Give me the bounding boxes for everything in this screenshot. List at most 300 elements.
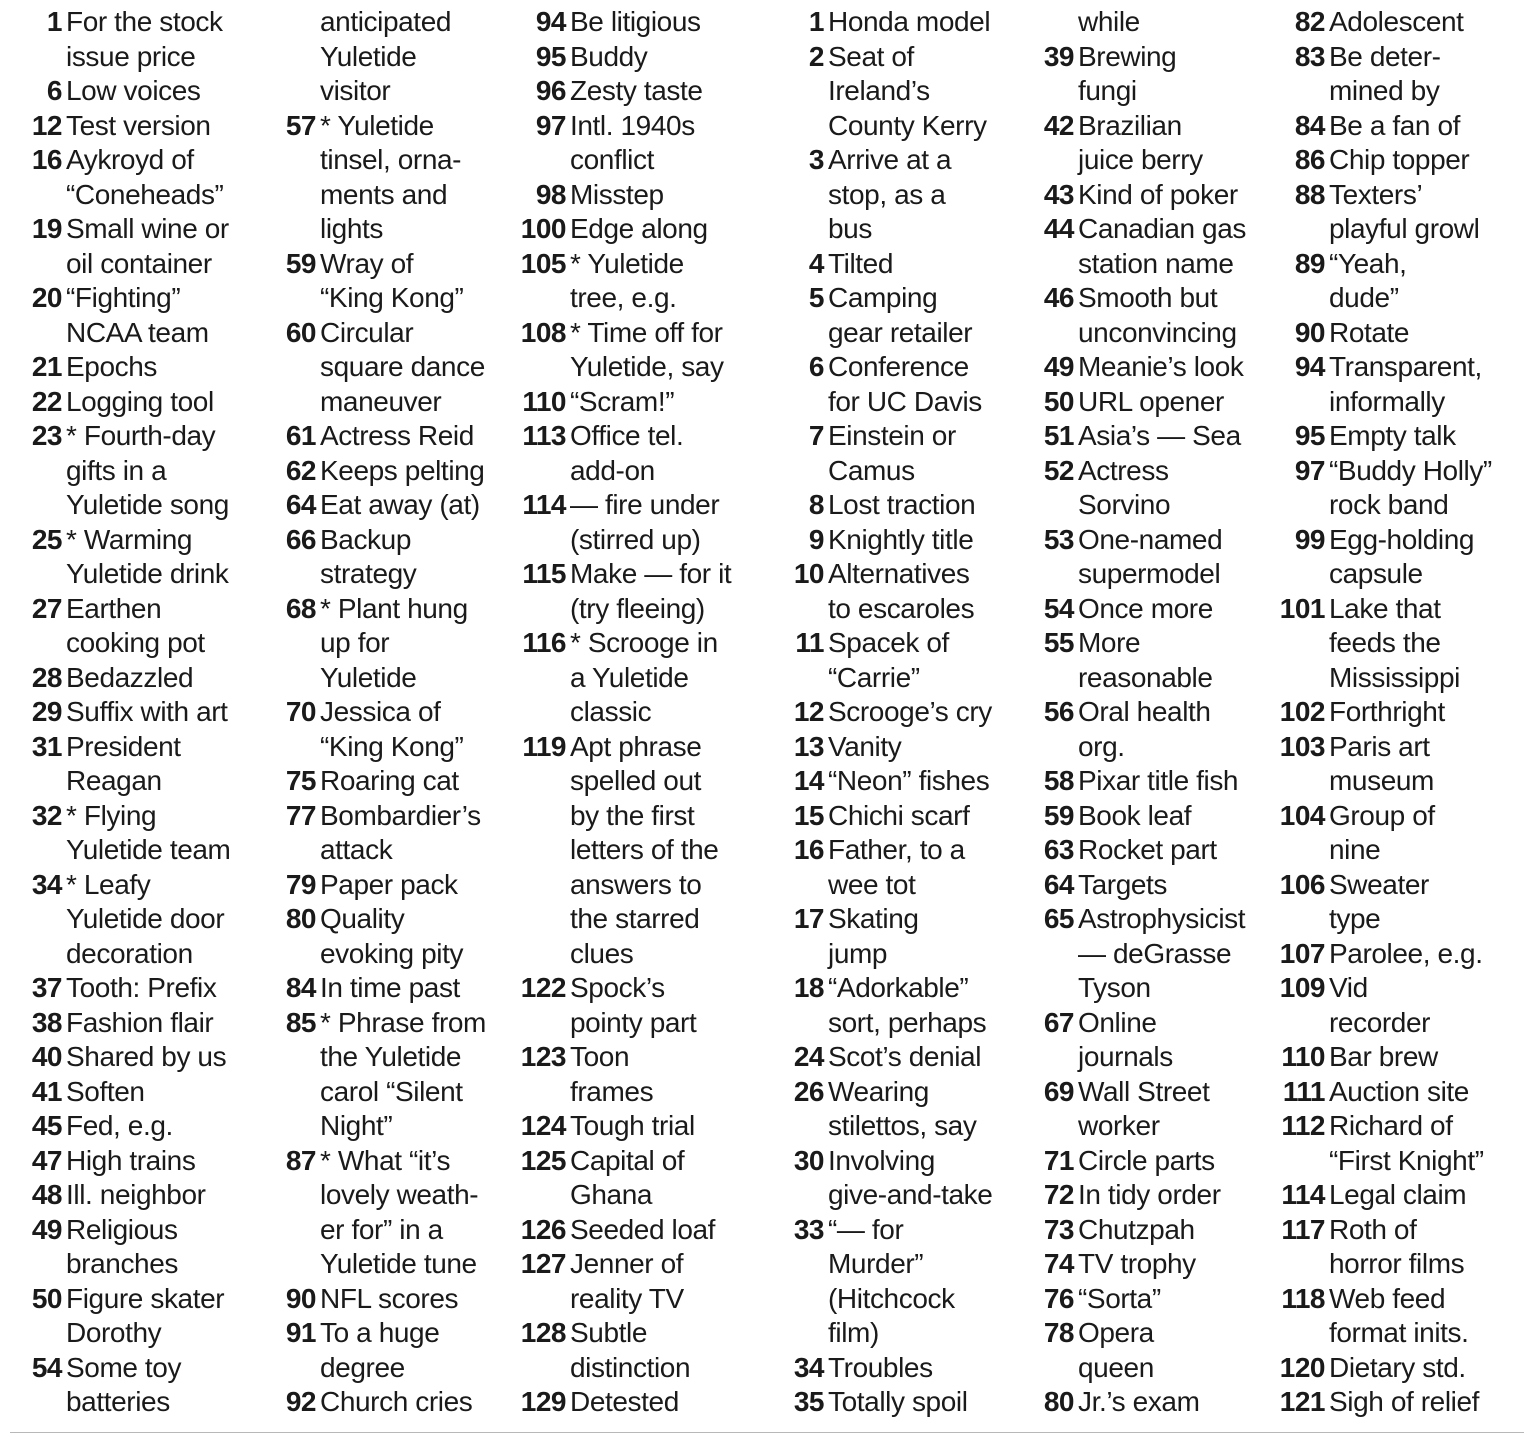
clue-text-line: Book leaf xyxy=(1078,799,1192,831)
clue-number: 70 xyxy=(285,696,316,727)
clue-text xyxy=(66,212,254,281)
clue-item xyxy=(514,730,780,972)
clue-text-line: Church cries xyxy=(320,1386,473,1417)
clue-text-line: Night” xyxy=(320,1110,393,1141)
clue-item xyxy=(1034,1282,1268,1317)
clue-text xyxy=(1329,1351,1534,1386)
clue-item xyxy=(1034,1385,1268,1420)
clue-text-line: tinsel, orna- xyxy=(320,144,462,175)
clue-text xyxy=(66,143,254,212)
clue-number: 110 xyxy=(1281,1041,1325,1072)
clue-number: 97 xyxy=(1294,454,1325,486)
clue-text-line: reasonable xyxy=(1078,661,1213,693)
clue-item xyxy=(22,868,254,972)
clue-column-2 xyxy=(276,5,510,1420)
clue-text-line: Be litigious xyxy=(570,6,701,37)
clue-text-line: Ill. neighbor xyxy=(66,1179,206,1210)
clue-item xyxy=(22,1040,254,1075)
clue-text-line: org. xyxy=(1078,730,1125,762)
clue-item xyxy=(514,1144,780,1213)
clue-text-line: “Fighting” xyxy=(66,282,181,313)
clue-number: 83 xyxy=(1294,40,1325,72)
clue-number: 23 xyxy=(31,420,62,451)
clue-text xyxy=(1078,5,1268,40)
clue-text-line: Circle parts xyxy=(1078,1144,1215,1176)
clue-text xyxy=(570,1316,780,1385)
clue-item xyxy=(784,764,1028,799)
clue-number: 117 xyxy=(1281,1213,1325,1245)
clue-text xyxy=(570,109,780,178)
clue-text-line: Detested xyxy=(570,1386,679,1417)
clue-number: 110 xyxy=(522,385,566,417)
clue-number: 57 xyxy=(285,109,316,141)
clue-item xyxy=(784,1040,1028,1075)
clue-text-line: horror films xyxy=(1329,1248,1465,1279)
clue-number: 17 xyxy=(793,903,824,934)
clue-text-line: * Phrase from xyxy=(320,1006,486,1038)
clue-item xyxy=(276,868,510,903)
clue-text-line: “Adorkable” xyxy=(828,972,969,1003)
clue-number: 39 xyxy=(1043,40,1074,72)
clue-number: 27 xyxy=(31,592,62,624)
clue-text-line: Circular xyxy=(320,316,414,348)
clue-text-line: Group of xyxy=(1329,799,1435,831)
clue-text xyxy=(1078,212,1268,281)
clue-text-line: Religious xyxy=(66,1213,178,1245)
clue-text-line: * Flying xyxy=(66,799,157,831)
clue-number: 109 xyxy=(1279,972,1325,1003)
clue-text xyxy=(828,626,1028,695)
clue-item xyxy=(1273,523,1534,592)
clue-text-line: degree xyxy=(320,1351,405,1383)
clue-item xyxy=(514,109,780,178)
clue-number: 89 xyxy=(1294,247,1325,279)
clue-text-line: Tough trial xyxy=(570,1110,695,1141)
clue-item xyxy=(276,592,510,696)
clue-text-line: Wall Street xyxy=(1078,1075,1210,1107)
clue-item xyxy=(784,1144,1028,1213)
clue-text xyxy=(1078,764,1268,799)
clue-text-line: Adolescent xyxy=(1329,6,1464,37)
clue-text xyxy=(828,350,1028,419)
clue-text-line: journals xyxy=(1078,1041,1173,1072)
clue-item xyxy=(22,212,254,281)
clue-text xyxy=(828,523,1028,558)
clue-number: 64 xyxy=(285,489,316,520)
clue-text-line: Totally spoil xyxy=(828,1386,968,1417)
clue-number: 66 xyxy=(285,523,316,555)
clue-text-line: “King Kong” xyxy=(320,282,464,313)
clue-item xyxy=(276,247,510,316)
clue-text-line: Einstein or xyxy=(828,420,956,451)
clue-number: 60 xyxy=(285,316,316,348)
clue-text-line: Tyson xyxy=(1078,972,1151,1003)
clue-item xyxy=(1273,868,1534,937)
clue-text xyxy=(66,799,254,868)
clue-text-line: rock band xyxy=(1329,489,1449,520)
clue-item xyxy=(22,1213,254,1282)
clue-text-line: Transparent, xyxy=(1329,351,1482,382)
clue-number: 65 xyxy=(1043,903,1074,934)
clue-text-line: Ghana xyxy=(570,1179,653,1210)
clue-item xyxy=(514,74,780,109)
clue-text xyxy=(1329,937,1534,972)
clue-item xyxy=(1273,316,1534,351)
clue-text-line: letters of the xyxy=(570,834,719,865)
clue-number: 14 xyxy=(793,765,824,796)
clue-text xyxy=(828,143,1028,247)
clue-text-line: Auction site xyxy=(1329,1075,1469,1107)
clue-item xyxy=(1273,109,1534,144)
clue-item xyxy=(22,592,254,661)
clue-item xyxy=(514,557,780,626)
clue-number: 43 xyxy=(1043,178,1074,210)
clue-text xyxy=(1078,1006,1268,1075)
clue-text-line: Online xyxy=(1078,1006,1157,1038)
clue-text-line: — fire under xyxy=(570,489,720,520)
clue-item xyxy=(1034,454,1268,523)
clue-text xyxy=(66,971,254,1006)
clue-number: 28 xyxy=(31,661,62,693)
clue-item xyxy=(276,454,510,489)
clue-item xyxy=(1034,902,1268,1006)
clue-text xyxy=(66,1213,254,1282)
clue-item xyxy=(784,730,1028,765)
clue-text-line: Spacek of xyxy=(828,627,949,658)
clue-number: 124 xyxy=(520,1110,566,1141)
clue-number: 18 xyxy=(793,972,824,1003)
clue-text-line: up for xyxy=(320,627,390,658)
clue-text xyxy=(320,1144,510,1282)
clue-text-line: High trains xyxy=(66,1144,196,1176)
clue-text-line: More xyxy=(1078,627,1141,658)
clue-text xyxy=(1078,40,1268,109)
clue-text xyxy=(828,902,1028,971)
clue-text-line: Wray of xyxy=(320,247,414,279)
clue-text xyxy=(1329,143,1534,178)
clue-text-line: Brazilian xyxy=(1078,109,1182,141)
clue-item xyxy=(1273,143,1534,178)
clue-item xyxy=(784,419,1028,488)
clue-text-line: County Kerry xyxy=(828,109,987,141)
clue-text-line: * Yuletide xyxy=(320,109,434,141)
clue-number: 59 xyxy=(1043,799,1074,831)
clue-item xyxy=(22,350,254,385)
clue-item xyxy=(514,1109,780,1144)
clue-text-line: Sigh of relief xyxy=(1329,1386,1480,1417)
clue-text xyxy=(1078,350,1268,385)
clue-number: 34 xyxy=(793,1351,824,1383)
clue-text-line: Oral health xyxy=(1078,696,1211,727)
clue-text xyxy=(1078,109,1268,178)
clue-text-line: Fed, e.g. xyxy=(66,1110,173,1141)
clue-text xyxy=(1078,1178,1268,1213)
clue-text-line: TV trophy xyxy=(1078,1248,1196,1279)
clue-number: 90 xyxy=(285,1282,316,1314)
clue-text-line: “Buddy Holly” xyxy=(1329,454,1492,486)
clue-item xyxy=(784,1075,1028,1144)
clue-text-line: Buddy xyxy=(570,40,648,72)
clue-number: 32 xyxy=(31,799,62,831)
clue-text xyxy=(320,1282,510,1317)
clue-text-line: Chichi scarf xyxy=(828,799,970,831)
clue-item xyxy=(276,488,510,523)
clue-text xyxy=(570,1144,780,1213)
clue-item xyxy=(784,799,1028,834)
clue-text-line: NFL scores xyxy=(320,1282,459,1314)
clue-text-line: frames xyxy=(570,1075,654,1107)
clue-item xyxy=(514,1385,780,1420)
clue-text xyxy=(1329,799,1534,868)
clue-item xyxy=(276,764,510,799)
clue-item xyxy=(276,419,510,454)
clue-text-line: lights xyxy=(320,213,383,244)
clue-text-line: to escaroles xyxy=(828,592,975,624)
clue-text xyxy=(66,730,254,799)
clue-item xyxy=(514,1213,780,1248)
clue-number: 34 xyxy=(31,868,62,900)
clue-item xyxy=(1034,40,1268,109)
clue-text xyxy=(570,419,780,488)
clue-text xyxy=(570,1213,780,1248)
clue-text xyxy=(1329,868,1534,937)
clue-text-line: unconvincing xyxy=(1078,316,1237,348)
clue-item xyxy=(784,247,1028,282)
clue-text xyxy=(828,833,1028,902)
clue-text-line: gifts in a xyxy=(66,454,167,486)
clue-number: 6 xyxy=(808,351,824,382)
clue-text-line: * Time off for xyxy=(570,316,723,348)
clue-text-line: Sweater xyxy=(1329,868,1429,900)
clue-text-line: NCAA team xyxy=(66,316,209,348)
clue-text-line: supermodel xyxy=(1078,558,1221,589)
clue-text-line: Bombardier’s xyxy=(320,799,481,831)
clue-text-line: while xyxy=(1078,6,1140,37)
clue-item xyxy=(1273,40,1534,109)
clue-text xyxy=(320,971,510,1006)
clue-text-line: Epochs xyxy=(66,351,157,382)
clue-text-line: Yuletide song xyxy=(66,489,229,520)
clue-text xyxy=(570,247,780,316)
clue-number: 78 xyxy=(1043,1317,1074,1348)
clue-item xyxy=(276,902,510,971)
clue-text-line: pointy part xyxy=(570,1006,697,1038)
clue-text-line: informally xyxy=(1329,385,1445,417)
clue-text xyxy=(570,385,780,420)
clue-text-line: lovely weath- xyxy=(320,1179,479,1210)
clue-item xyxy=(784,523,1028,558)
clue-item xyxy=(1034,109,1268,178)
clue-number: 100 xyxy=(520,213,566,244)
clue-text xyxy=(320,488,510,523)
clue-text xyxy=(66,661,254,696)
clue-text xyxy=(66,419,254,523)
clue-item xyxy=(22,1178,254,1213)
clue-text xyxy=(320,454,510,489)
clue-item xyxy=(1273,971,1534,1040)
clue-text xyxy=(1329,730,1534,799)
clue-item xyxy=(784,488,1028,523)
clue-text xyxy=(1078,902,1268,1006)
clue-text xyxy=(320,695,510,764)
clue-text-line: Wearing xyxy=(828,1075,929,1107)
clue-text-line: “Yeah, xyxy=(1329,247,1407,279)
clue-text xyxy=(66,281,254,350)
clue-text-line: Roth of xyxy=(1329,1213,1417,1245)
clue-text xyxy=(1329,1109,1534,1178)
clue-text-line: Alternatives xyxy=(828,558,970,589)
clue-number: 126 xyxy=(520,1213,566,1245)
clue-text xyxy=(66,1351,254,1420)
clue-text-line: spelled out xyxy=(570,765,702,796)
clue-item xyxy=(514,40,780,75)
clue-text xyxy=(320,523,510,592)
clue-text-line: Meanie’s look xyxy=(1078,351,1244,382)
clue-text xyxy=(570,1247,780,1316)
clue-number: 67 xyxy=(1043,1006,1074,1038)
clue-number: 82 xyxy=(1294,6,1325,37)
clue-text-line: Tilted xyxy=(828,247,894,279)
clue-number: 44 xyxy=(1043,213,1074,244)
clue-number: 88 xyxy=(1294,178,1325,210)
clue-text xyxy=(570,40,780,75)
clue-item xyxy=(1034,764,1268,799)
clue-text-line: Backup xyxy=(320,523,411,555)
clue-text-line: evoking pity xyxy=(320,937,464,969)
clue-text-line: Smooth but xyxy=(1078,282,1218,313)
clue-text-line: “King Kong” xyxy=(320,730,464,762)
clue-text-line: Murder” xyxy=(828,1248,924,1279)
clue-number: 112 xyxy=(1281,1110,1325,1141)
clue-text-line: “Sorta” xyxy=(1078,1282,1161,1314)
clue-text xyxy=(828,281,1028,350)
clue-number: 92 xyxy=(285,1386,316,1417)
clue-number: 62 xyxy=(285,454,316,486)
clue-number: 12 xyxy=(31,109,62,141)
clue-text xyxy=(1078,1247,1268,1282)
clue-item xyxy=(1273,1213,1534,1282)
clue-text-line: Camus xyxy=(828,454,915,486)
clue-text xyxy=(570,730,780,972)
clue-text xyxy=(1078,1144,1268,1179)
clue-item xyxy=(276,1282,510,1317)
clue-item xyxy=(22,1144,254,1179)
clue-item xyxy=(22,799,254,868)
clue-text xyxy=(1078,1385,1268,1420)
clue-item xyxy=(784,833,1028,902)
clue-text xyxy=(828,799,1028,834)
clue-item xyxy=(1273,730,1534,799)
clue-text xyxy=(828,40,1028,144)
clue-text-line: type xyxy=(1329,903,1381,934)
clue-text-line: give-and-take xyxy=(828,1179,993,1210)
clue-number: 87 xyxy=(285,1144,316,1176)
clue-number: 106 xyxy=(1279,868,1325,900)
clue-item xyxy=(1273,247,1534,316)
clue-text xyxy=(1329,1213,1534,1282)
clue-text xyxy=(320,902,510,971)
clue-text xyxy=(66,1006,254,1041)
clue-number: 12 xyxy=(793,696,824,727)
clue-number: 107 xyxy=(1279,937,1325,969)
clue-number: 95 xyxy=(535,40,566,72)
clue-text xyxy=(320,1385,510,1420)
clue-text-line: Once more xyxy=(1078,592,1213,624)
clue-text-line: “Neon” fishes xyxy=(828,765,990,796)
clue-text xyxy=(828,1144,1028,1213)
clue-text-line: Quality xyxy=(320,903,405,934)
clue-number: 84 xyxy=(1294,109,1325,141)
clue-number: 51 xyxy=(1043,420,1074,451)
clue-text-line: nine xyxy=(1329,834,1381,865)
clue-text xyxy=(66,1282,254,1351)
clue-text xyxy=(570,971,780,1040)
clue-item xyxy=(276,695,510,764)
clue-text-line: issue price xyxy=(66,40,196,72)
clue-text xyxy=(1329,971,1534,1040)
clue-item xyxy=(784,971,1028,1040)
clue-text-line: * Yuletide xyxy=(570,247,684,279)
clue-number: 22 xyxy=(31,385,62,417)
clue-item xyxy=(276,971,510,1006)
clue-item xyxy=(514,1247,780,1316)
clue-text-line: batteries xyxy=(66,1386,170,1417)
clue-text-line: by the first xyxy=(570,799,695,831)
clue-column-1 xyxy=(22,5,254,1420)
clue-number: 76 xyxy=(1043,1282,1074,1314)
clue-text-line: Jenner of xyxy=(570,1248,684,1279)
clue-text-line: Scrooge’s cry xyxy=(828,696,992,727)
clue-text-line: One-named xyxy=(1078,523,1223,555)
clue-text-line: Yuletide, say xyxy=(570,351,724,382)
clue-text-line: Spock’s xyxy=(570,972,665,1003)
clue-text-line: Skating xyxy=(828,903,919,934)
clue-text-line: Lake that xyxy=(1329,592,1441,624)
clue-text-line: maneuver xyxy=(320,385,442,417)
clue-text xyxy=(1329,1385,1534,1420)
clue-item xyxy=(1034,523,1268,592)
clue-text-line: Paris art xyxy=(1329,730,1430,762)
clue-text xyxy=(320,5,510,109)
clue-text-line: worker xyxy=(1078,1110,1160,1141)
clue-item xyxy=(1273,1109,1534,1178)
clue-number: 105 xyxy=(520,247,566,279)
clue-text-line: “First Knight” xyxy=(1329,1144,1484,1176)
clue-text-line: Troubles xyxy=(828,1351,933,1383)
clue-text-line: Capital of xyxy=(570,1144,685,1176)
clue-text xyxy=(1329,1040,1534,1075)
clue-text-line: add-on xyxy=(570,454,655,486)
clue-text xyxy=(1078,592,1268,627)
clue-text-line: er for” in a xyxy=(320,1213,443,1245)
clue-number: 50 xyxy=(31,1282,62,1314)
clue-number: 10 xyxy=(793,558,824,589)
clue-text xyxy=(1329,350,1534,419)
clue-number: 120 xyxy=(1279,1351,1325,1383)
clue-item xyxy=(514,1040,780,1109)
clue-number: 129 xyxy=(520,1386,566,1417)
clue-text xyxy=(66,695,254,730)
clue-number: 20 xyxy=(31,282,62,313)
clue-text-line: * Plant hung xyxy=(320,592,468,624)
clue-text xyxy=(828,1213,1028,1351)
clue-item xyxy=(22,74,254,109)
clue-item xyxy=(784,695,1028,730)
clue-item xyxy=(784,143,1028,247)
clue-number: 103 xyxy=(1279,730,1325,762)
clue-item xyxy=(1034,212,1268,281)
clue-text-line: Scot’s denial xyxy=(828,1041,982,1072)
